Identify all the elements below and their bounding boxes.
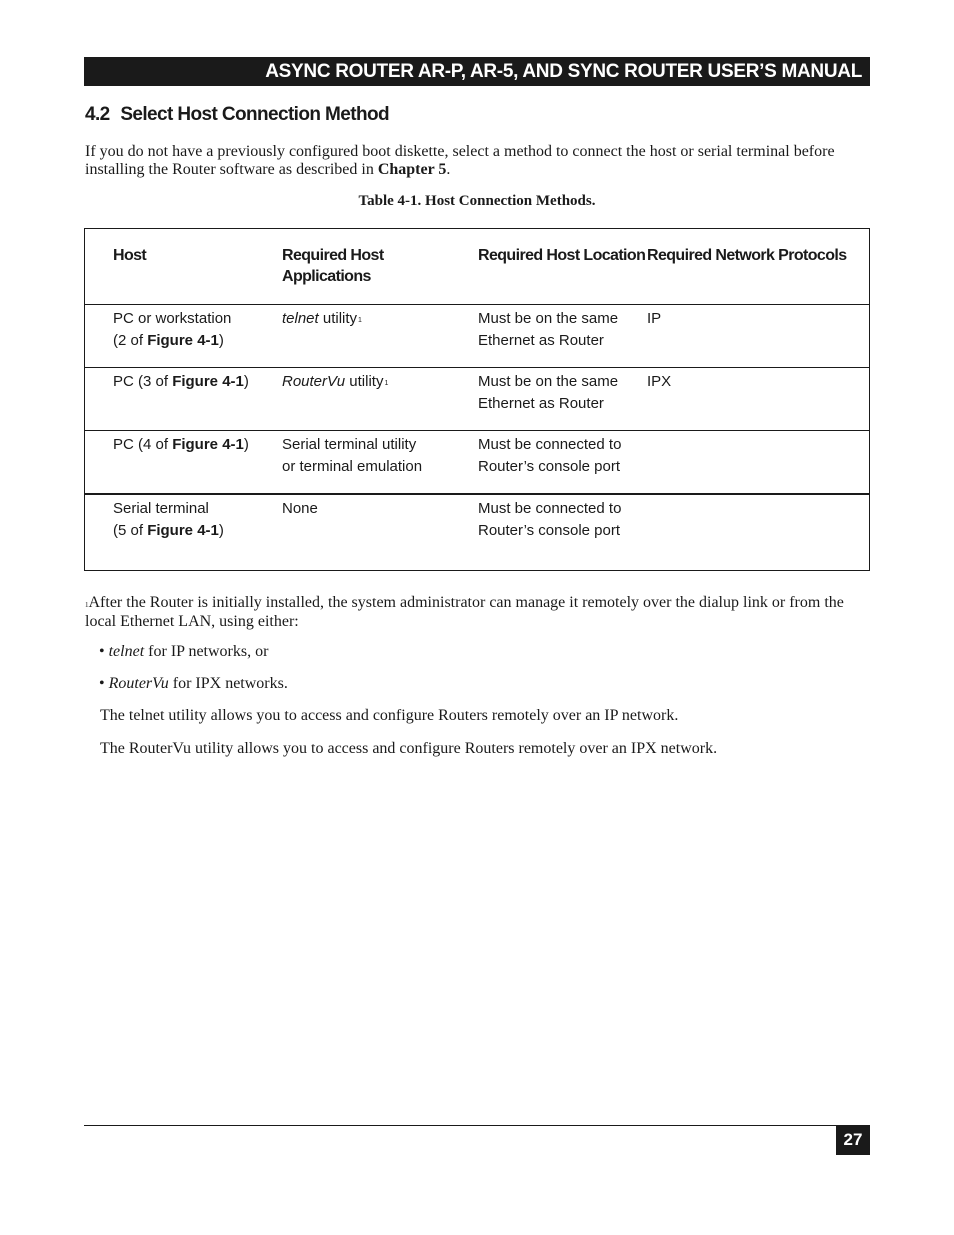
- row3-location: Must be connected to Router’s console port: [478, 436, 622, 475]
- bullet-telnet: • telnet for IP networks, or: [99, 643, 269, 660]
- figure-reference: Figure 4-1: [172, 373, 244, 390]
- row1-location: Must be on the same Ethernet as Router: [478, 310, 619, 349]
- intro-text: If you do not have a previously configured boot diskette, select a method to connect the host or serial terminal before installing the Router software as described in: [85, 143, 835, 178]
- row1-protocol: IP: [647, 310, 662, 327]
- header-host: Host: [113, 247, 147, 264]
- row2-protocol: IPX: [647, 373, 672, 390]
- footnote-marker: 1: [384, 380, 389, 387]
- row-divider: [85, 430, 869, 431]
- intro-paragraph: [85, 143, 870, 179]
- intro-text-end: .: [446, 161, 451, 178]
- row2-location: Must be on the same Ethernet as Router: [478, 373, 619, 412]
- telnet-paragraph: The telnet utility allows you to access and configure Routers remotely over an IP network.: [100, 707, 679, 724]
- figure-reference: Figure 4-1: [172, 436, 244, 453]
- footnote-marker: 1: [358, 317, 362, 324]
- chapter-reference: Chapter 5: [377, 161, 447, 178]
- section-title-text: Select Host Connection Method: [120, 104, 389, 125]
- row1-host: PC or workstation (2 of Figure 4-1): [113, 310, 232, 349]
- header-required-host-applications: Required Host Applications: [282, 247, 384, 285]
- section-heading: [85, 104, 389, 126]
- row4-application: None: [282, 500, 318, 517]
- figure-reference: Figure 4-1: [147, 521, 219, 539]
- footer-rule: [84, 1125, 870, 1126]
- section-number: 4.2: [85, 104, 110, 125]
- bullet-routervu: • RouterVu for IPX networks.: [99, 675, 288, 692]
- row3-application: Serial terminal utility or terminal emulation: [282, 436, 423, 475]
- row-divider: [85, 493, 869, 495]
- row2-application: RouterVu utility$^1$: [282, 373, 389, 390]
- row3-host: PC (4 of Figure 4-1): [113, 436, 249, 453]
- table-caption: Table 4-1. Host Connection Methods.: [358, 193, 596, 209]
- manual-title: ASYNC ROUTER AR-P, AR-5, AND SYNC ROUTER USER’S MANUAL: [265, 61, 862, 82]
- row4-host: Serial terminal (5 of Figure 4-1): [113, 500, 224, 539]
- footnote: [85, 593, 870, 631]
- row-divider: [85, 367, 869, 368]
- header-required-host-location: Required Host Location: [478, 247, 646, 264]
- running-header: [84, 57, 870, 86]
- footnote-marker: 1: [85, 601, 89, 609]
- routervu-paragraph: The RouterVu utility allows you to access and configure Routers remotely over an IPX network.: [100, 740, 718, 757]
- footnote-text: After the Router is initially installed, the system administrator can manage it remotely over the dialup link or from the local Ethernet LAN, using either:: [85, 594, 844, 630]
- page-number: 27: [836, 1125, 870, 1155]
- figure-reference: Figure 4-1: [147, 331, 219, 349]
- row2-host: PC (3 of Figure 4-1): [113, 373, 249, 390]
- row1-application: telnet utility$^1$: [282, 310, 362, 327]
- header-required-network-protocols: Required Network Protocols: [647, 247, 847, 264]
- row-divider: [85, 304, 869, 305]
- row4-location: Must be connected to Router’s console port: [478, 500, 622, 539]
